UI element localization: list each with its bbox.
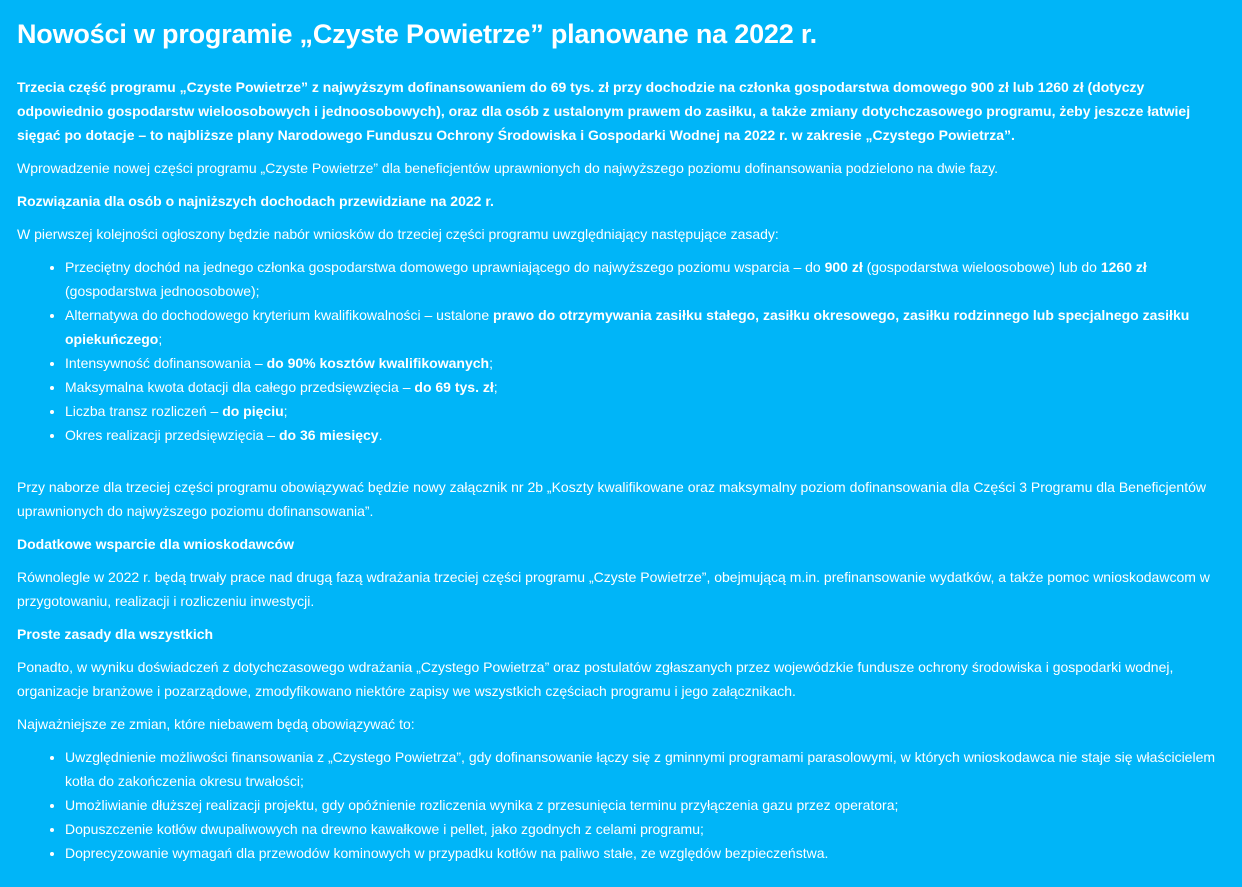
additional-support-paragraph: Równolegle w 2022 r. będą trwały prace nad drugą fazą wdrażania trzeciej części programu „Czyste Powietrze”, obejmującą m.in. prefinansowanie wydatków, a także pomoc wnioskodawcom w przygotowaniu, realizacji i rozliczeniu inwestycji. [17, 568, 1210, 609]
list-item: • Okres realizacji przedsięwzięcia – do 36 miesięcy. [65, 423, 1225, 447]
intro-paragraph: Wprowadzenie nowej części programu „Czyste Powietrze” dla beneficjentów uprawnionych do najwyższego poziomu dofinansowania podzielono na dwie fazy. [17, 159, 999, 176]
list-item: • Umożliwianie dłuższej realizacji projektu, gdy opóźnienie rozliczenia wynika z przesunięcia terminu przyłączenia gazu przez operatora; [65, 793, 1225, 817]
lead-paragraph: Trzecia część programu „Czyste Powietrze” z najwyższym dofinansowaniem do 69 tys. zł przy dochodzie na członka gospodarstwa domowego 900 zł lub 1260 zł (dotyczy odpowiednio gospodarstw wieloosobowych i jednoosobowych), oraz dla osób z ustalonym prawem do zasiłku, a także zmiany dotychczasowego programu, żeby jeszcze łatwiej sięgać po dotacje – to najbliższe plany Narodowego Funduszu Ochrony Środowiska i Gospodarki Wodnej na 2022 r. w zakresie „Czystego Powietrza”. [17, 78, 1191, 143]
rules-intro: W pierwszej kolejności ogłoszony będzie nabór wniosków do trzeciej części programu uwzględniający następujące zasady: [17, 225, 779, 242]
list-item: • Doprecyzowanie wymagań dla przewodów kominowych w przypadku kotłów na paliwo stałe, ze względów bezpieczeństwa. [65, 841, 1225, 865]
list-item: • Dopuszczenie kotłów dwupaliwowych na drewno kawałkowe i pellet, jako zgodnych z celami programu; [65, 817, 1225, 841]
annex-paragraph: Przy naborze dla trzeciej części programu obowiązywać będzie nowy załącznik nr 2b „Koszty kwalifikowane oraz maksymalny poziom dofinansowania dla Części 3 Programu dla Beneficjentów uprawnionych do najwyższego poziomu dofinansowania”. [17, 478, 1206, 519]
list-item: • Uwzględnienie możliwości finansowania z „Czystego Powietrza”, gdy dofinansowanie łączy się z gminnymi programami parasolowymi, w których wnioskodawca nie staje się właścicielem kotła do zakończenia okresu trwałości; [65, 745, 1225, 793]
list-item: • Maksymalna kwota dotacji dla całego przedsięwzięcia – do 69 tys. zł; [65, 375, 1225, 399]
page-title: Nowości w programie „Czyste Powietrze” planowane na 2022 r. [17, 19, 817, 49]
changes-intro: Najważniejsze ze zmian, które niebawem będą obowiązywać to: [17, 715, 415, 732]
section-heading-simple-rules: Proste zasady dla wszystkich [17, 625, 214, 642]
rules-list [17, 255, 1225, 447]
list-item: • Liczba transz rozliczeń – do pięciu; [65, 399, 1225, 423]
list-item: • Intensywność dofinansowania – do 90% kosztów kwalifikowanych; [65, 351, 1225, 375]
section-heading-lowest-income: Rozwiązania dla osób o najniższych dochodach przewidziane na 2022 r. [17, 192, 494, 209]
changes-list [17, 745, 1225, 865]
section-heading-additional-support: Dodatkowe wsparcie dla wnioskodawców [17, 535, 294, 552]
list-item: • Przeciętny dochód na jednego członka gospodarstwa domowego uprawniającego do najwyższego poziomu wsparcia – do 900 zł (gospodarstwa wieloosobowe) lub do 1260 zł (gospodarstwa jednoosobowe); [65, 255, 1225, 303]
list-item: • Alternatywa do dochodowego kryterium kwalifikowalności – ustalone prawo do otrzymywania zasiłku stałego, zasiłku okresowego, zasiłku rodzinnego lub specjalnego zasiłku opiekuńczego; [65, 303, 1225, 351]
simple-rules-paragraph: Ponadto, w wyniku doświadczeń z dotychczasowego wdrażania „Czystego Powietrza” oraz postulatów zgłaszanych przez wojewódzkie fundusze ochrony środowiska i gospodarki wodnej, organizacje branżowe i pozarządowe, zmodyfikowano niektóre zapisy we wszystkich częściach programu i jego załącznikach. [17, 658, 1174, 699]
